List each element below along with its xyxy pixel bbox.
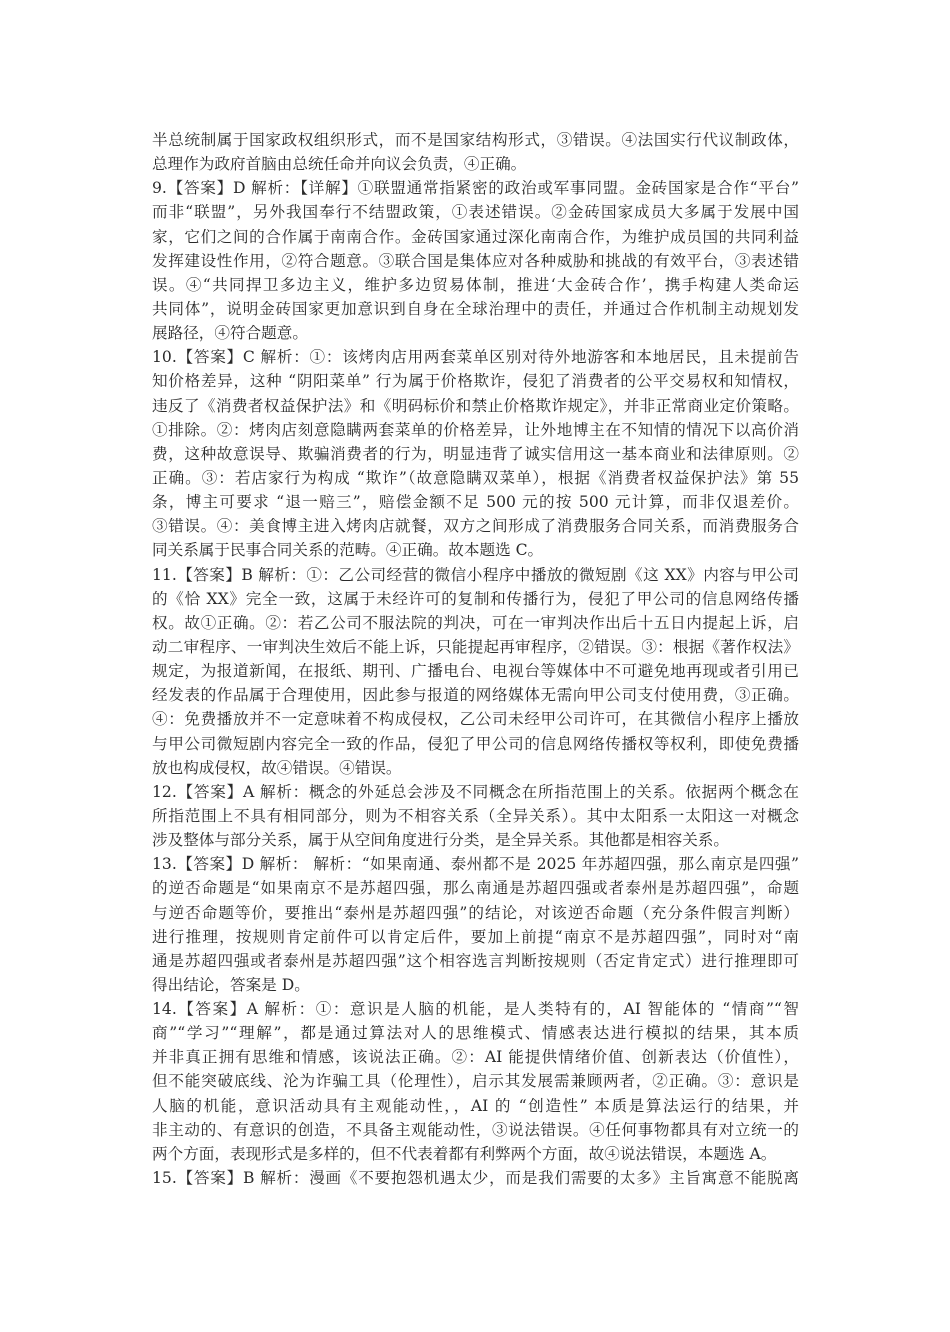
text-line: 的《恰 XX》完全一致，这属于未经许可的复制和传播行为，侵犯了甲公司的信息网络传播: [152, 589, 799, 608]
text-line: 商”“学习”“理解”，都是通过算法对人的思维模式、情感表达进行模拟的结果，其本质: [152, 1024, 799, 1043]
text-line: 总理作为政府首脑由总统任命并向议会负责，④正确。: [152, 155, 527, 174]
text-line: 费，这种故意误导、欺骗消费者的行为，明显违背了诚实信用这一基本商业和法律原则。②: [152, 444, 799, 463]
text-line: ④：免费播放并不一定意味着不构成侵权，乙公司未经甲公司许可，在其微信小程序上播放: [152, 710, 799, 729]
text-line: 动二审程序、一审判决生效后不能上诉，只能提起再审程序，②错误。③：根据《著作权法》: [152, 637, 799, 656]
text-line: 知价格差异，这种 “阴阳菜单” 行为属于价格欺诈，侵犯了消费者的公平交易权和知情权，: [152, 372, 799, 391]
text-line: 两个方面，表现形式是多样的，但不代表着都有利弊两个方面，故④说法错误，本题选 A。: [152, 1144, 777, 1163]
answer-paragraph: [152, 176, 799, 345]
text-line: 放也构成侵权，故④错误。④错误。: [152, 758, 402, 777]
text-line: 经发表的作品属于合理使用，因此参与报道的网络媒体无需向甲公司支付使用费，③正确。: [152, 686, 799, 705]
text-line: 发挥建设性作用，②符合题意。③联合国是集体应对各种威胁和挑战的有效平台，③表述错: [152, 251, 799, 270]
text-line: 正确。③：若店家行为构成 “欺诈”（故意隐瞒双菜单），根据《消费者权益保护法》第 55: [152, 468, 799, 487]
text-line: 9.【答案】D 解析：【详解】①联盟通常指紧密的政治或军事同盟。金砖国家是合作“平台”: [152, 179, 799, 198]
text-line: 11.【答案】B 解析：①：乙公司经营的微信小程序中播放的微短剧《这 XX》内容与甲公司: [152, 565, 799, 584]
answer-paragraph: [152, 128, 799, 176]
text-line: 但不能突破底线、沦为诈骗工具（伦理性），启示其发展需兼顾两者，②正确。③：意识是: [152, 1072, 799, 1091]
text-line: 14.【答案】A 解析：①：意识是人脑的机能，是人类特有的，AI 智能体的 “情商”“智: [152, 1000, 799, 1019]
text-line: 非主动的、有意识的创造，不具备主观能动性，③说法错误。④任何事物都具有对立统一的: [152, 1120, 799, 1139]
document-body: [152, 128, 799, 1190]
text-line: 展路径，④符合题意。: [152, 324, 308, 343]
answer-paragraph: [152, 1166, 799, 1190]
text-line: 涉及整体与部分关系，属于从空间角度进行分类，是全异关系。其他都是相容关系。: [152, 831, 729, 850]
text-line: 所指范围上不具有相同部分，则为不相容关系（全异关系）。其中太阳系一太阳这一对概念: [152, 806, 799, 825]
text-line: 与逆否命题等价，要推出“泰州是苏超四强”的结论，对该逆否命题（充分条件假言判断）: [152, 903, 799, 922]
text-line: 并非真正拥有思维和情感，该说法正确。②：AI 能提供情绪价值、创新表达（价值性），: [152, 1048, 799, 1067]
text-line: 条，博主可要求 “退一赔三”，赔偿金额不足 500 元的按 500 元计算，而非仅退差价。: [152, 493, 799, 512]
text-line: 13.【答案】D 解析： 解析：“如果南通、泰州都不是 2025 年苏超四强，那么南京是四强”: [152, 855, 799, 874]
text-line: 进行推理，按规则肯定前件可以肯定后件，要加上前提“南京不是苏超四强”，同时对“南: [152, 927, 799, 946]
text-line: 人脑的机能，意识活动具有主观能动性，，AI 的 “创造性” 本质是算法运行的结果，并: [152, 1096, 799, 1115]
text-line: ③错误。④：美食博主进入烤肉店就餐，双方之间形成了消费服务合同关系，而消费服务合: [152, 517, 799, 536]
text-line: 半总统制属于国家政权组织形式，而不是国家结构形式，③错误。④法国实行代议制政体，: [152, 131, 799, 149]
answer-paragraph: [152, 780, 799, 852]
text-line: 得出结论，答案是 D。: [152, 975, 310, 994]
text-line: 12.【答案】A 解析：概念的外延总会涉及不同概念在所指范围上的关系。依据两个概念在: [152, 782, 799, 801]
text-line: 共同体”，说明金砖国家更加意识到自身在全球治理中的责任，并通过合作机制主动规划发: [152, 299, 799, 318]
text-line: 家，它们之间的合作属于南南合作。金砖国家通过深化南南合作，为维护成员国的共同利益: [152, 227, 799, 246]
text-line: 通是苏超四强或者泰州是苏超四强”这个相容选言判断按规则（否定肯定式）进行推理即可: [152, 951, 799, 970]
text-line: ①排除。②：烤肉店刻意隐瞒两套菜单的价格差异，让外地博主在不知情的情况下以高价消: [152, 420, 799, 439]
text-line: 规定，为报道新闻，在报纸、期刊、广播电台、电视台等媒体中不可避免地再现或者引用已: [152, 662, 799, 681]
text-line: 的逆否命题是“如果南京不是苏超四强，那么南通是苏超四强或者泰州是苏超四强”，命题: [152, 879, 799, 898]
text-line: 同关系属于民事合同关系的范畴。④正确。故本题选 C。: [152, 541, 544, 560]
text-line: 与甲公司微短剧内容完全一致的作品，侵犯了甲公司的信息网络传播权等权利，即使免费播: [152, 734, 799, 753]
answer-paragraph: [152, 563, 799, 780]
text-line: 10.【答案】C 解析：①：该烤肉店用两套菜单区别对待外地游客和本地居民，且未提前告: [152, 348, 799, 367]
answer-paragraph: [152, 852, 799, 997]
text-line: 而非“联盟”，另外我国奉行不结盟政策，①表述错误。②金砖国家成员大多属于发展中国: [152, 203, 799, 222]
answer-paragraph: [152, 345, 799, 562]
answer-paragraph: [152, 997, 799, 1166]
text-line: 违反了《消费者权益保护法》和《明码标价和禁止价格欺诈规定》，并非正常商业定价策略。: [152, 396, 799, 415]
text-line: 权。故①正确。②：若乙公司不服法院的判决，可在一审判决作出后十五日内提起上诉，启: [152, 613, 799, 632]
text-line: 误。④“共同捍卫多边主义，维护多边贸易体制，推进‘大金砖合作’，携手构建人类命运: [152, 275, 799, 294]
text-line: 15.【答案】B 解析：漫画《不要抱怨机遇太少，而是我们需要的太多》主旨寓意不能脱离: [152, 1169, 799, 1188]
